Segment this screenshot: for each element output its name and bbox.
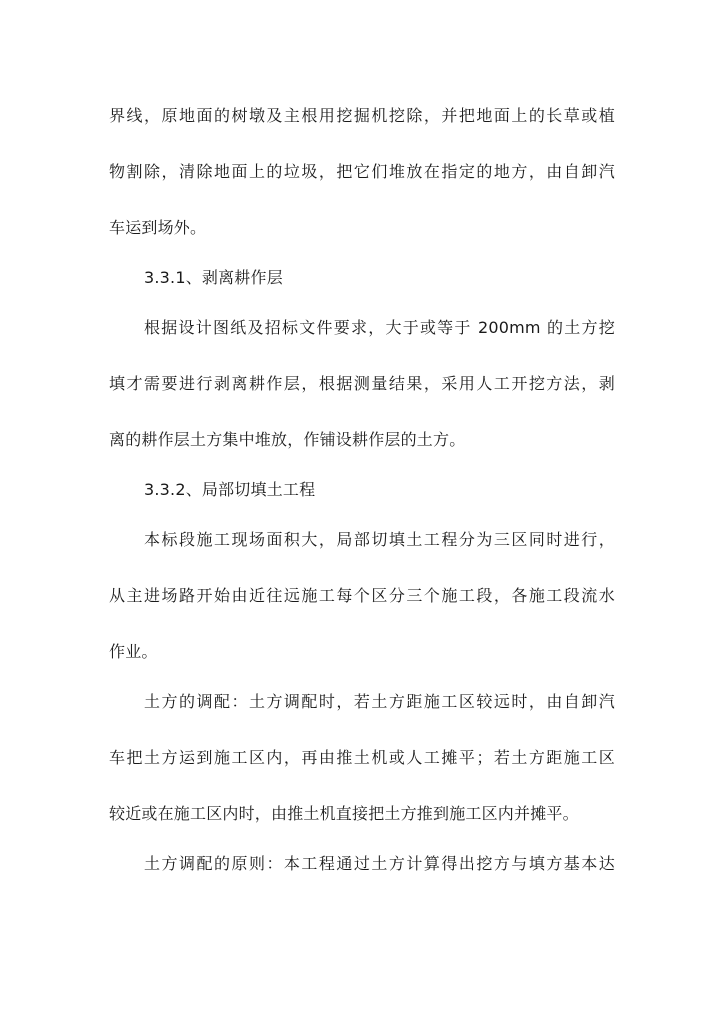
body-text-line: 车运到场外。 bbox=[109, 218, 207, 237]
body-text-line: 界线，原地面的树墩及主根用挖掘机挖除，并把地面上的长草或植 bbox=[109, 106, 615, 125]
body-text-line: 离的耕作层土方集中堆放，作铺设耕作层的土方。 bbox=[109, 430, 466, 449]
section-heading-3-3-1: 3.3.1、剥离耕作层 bbox=[144, 268, 283, 287]
body-text-line: 本标段施工现场面积大，局部切填土工程分为三区同时进行， bbox=[144, 530, 615, 549]
body-text-line: 根据设计图纸及招标文件要求，大于或等于 200mm 的土方挖 bbox=[144, 318, 615, 337]
body-text-line: 填才需要进行剥离耕作层，根据测量结果，采用人工开挖方法，剥 bbox=[109, 374, 615, 393]
body-text-line: 土方的调配：土方调配时，若土方距施工区较远时，由自卸汽 bbox=[144, 692, 615, 711]
body-text-line: 车把土方运到施工区内，再由推土机或人工摊平；若土方距施工区 bbox=[109, 748, 615, 767]
body-text-line: 土方调配的原则：本工程通过土方计算得出挖方与填方基本达 bbox=[144, 854, 615, 873]
body-text-line: 作业。 bbox=[109, 642, 158, 661]
body-text-line: 较近或在施工区内时，由推土机直接把土方推到施工区内并摊平。 bbox=[109, 804, 579, 823]
body-text-line: 从主进场路开始由近往远施工每个区分三个施工段，各施工段流水 bbox=[109, 586, 615, 605]
body-text-line: 物割除，清除地面上的垃圾，把它们堆放在指定的地方，由自卸汽 bbox=[109, 162, 615, 181]
section-heading-3-3-2: 3.3.2、局部切填土工程 bbox=[144, 480, 316, 499]
